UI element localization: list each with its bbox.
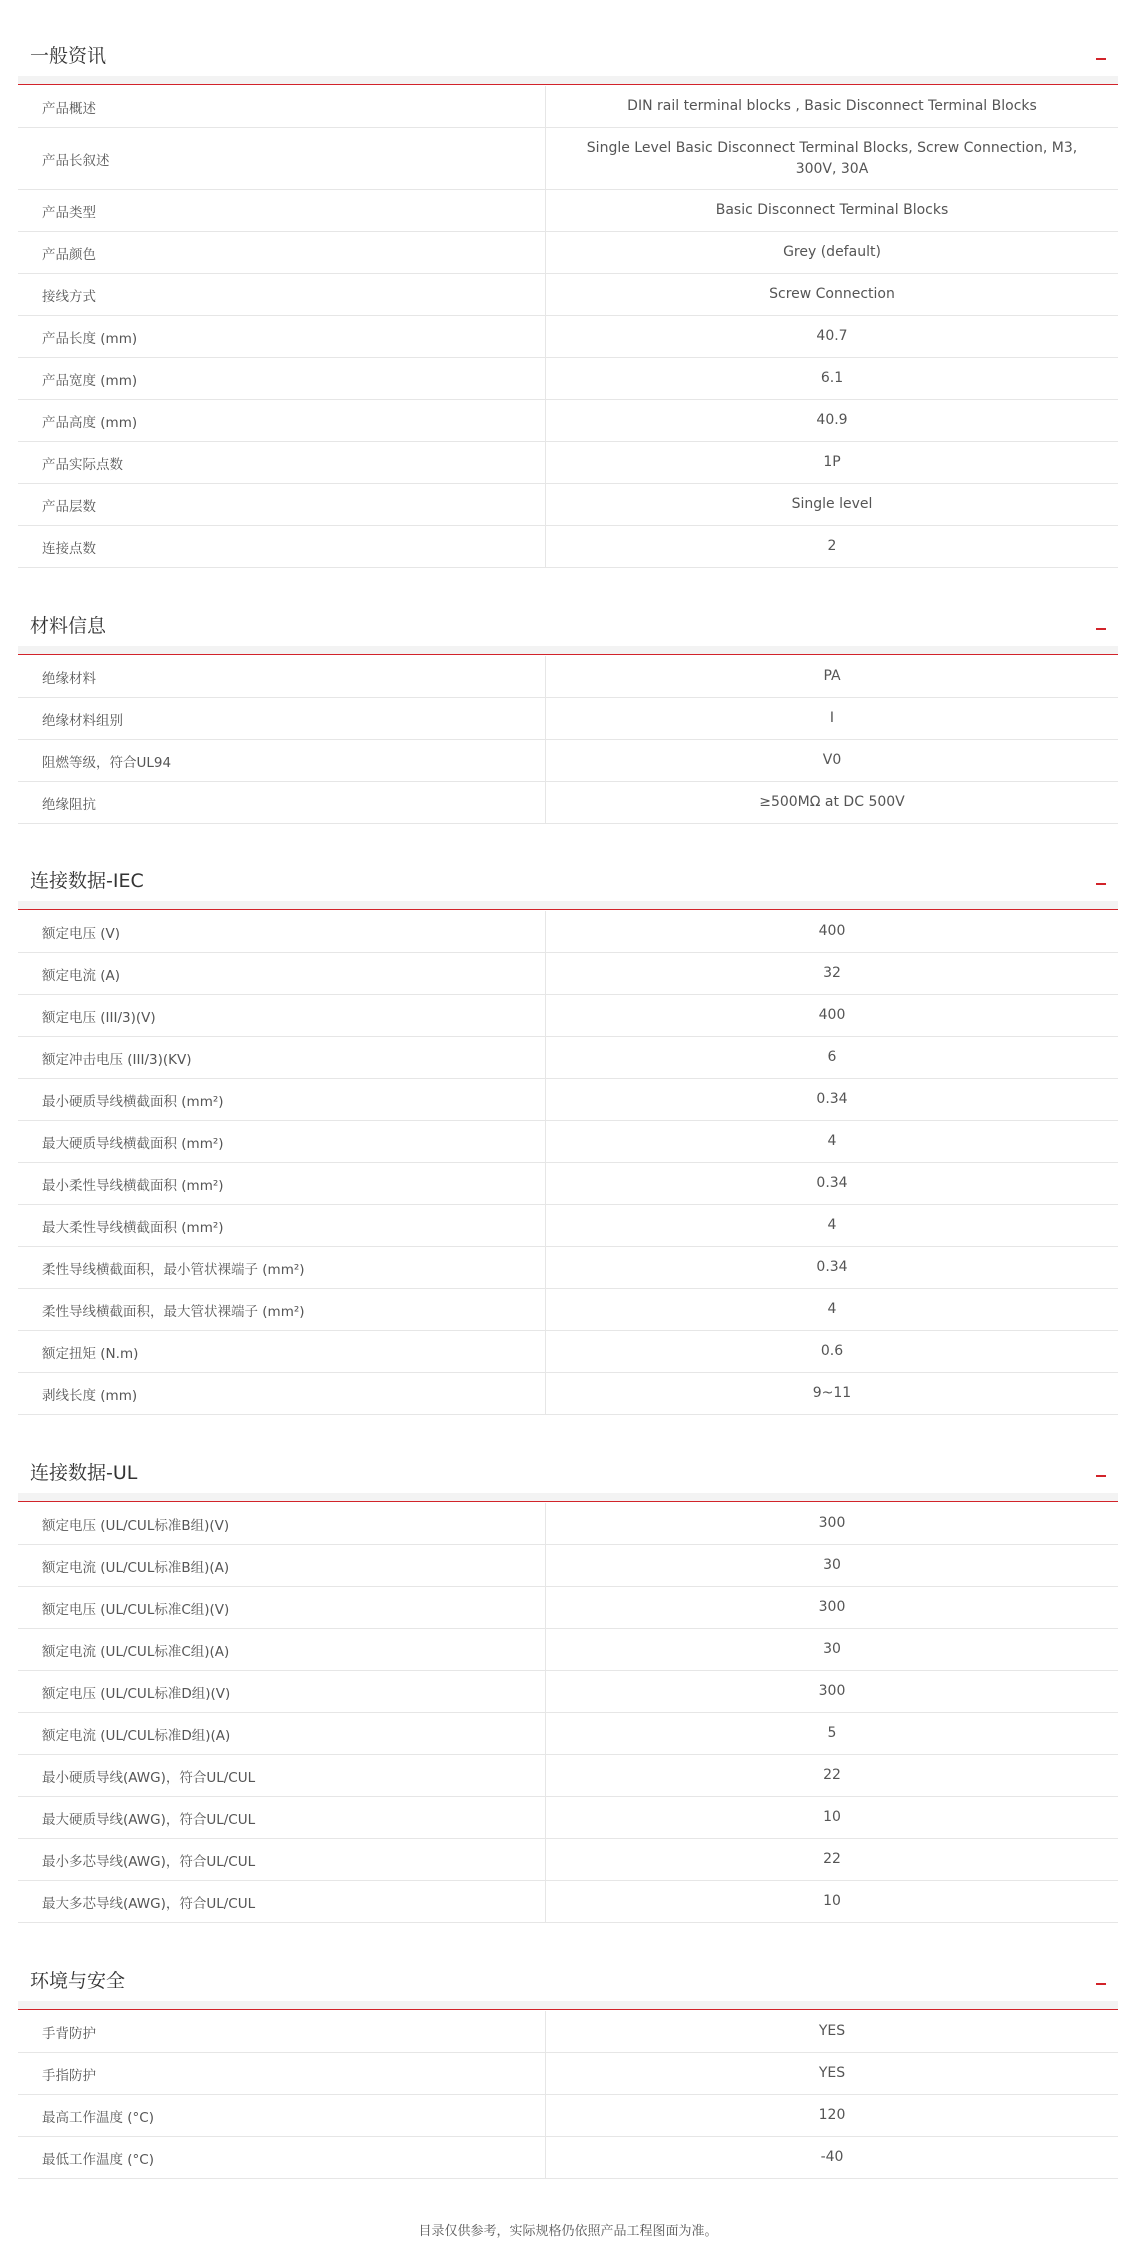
spec-value: Grey (default): [783, 244, 881, 260]
spec-value: 0.34: [816, 1175, 848, 1191]
table-row: [18, 1839, 1118, 1881]
table-row: [18, 1205, 1118, 1247]
section-title: 环境与安全: [30, 1970, 126, 1992]
spec-label: 额定电流 (UL/CUL标准B组)(A): [18, 1545, 546, 1586]
spec-value: Screw Connection: [769, 286, 895, 302]
header-band: [18, 1493, 1118, 1501]
spec-value: 9~11: [812, 1385, 852, 1401]
spec-label: 额定扭矩 (N.m): [18, 1331, 546, 1372]
spec-value: 300: [818, 1599, 846, 1615]
table-row: [18, 698, 1118, 740]
table-row: [18, 190, 1118, 232]
spec-value: 4: [827, 1217, 837, 1233]
spec-label: 额定电流 (UL/CUL标准C组)(A): [18, 1629, 546, 1670]
collapse-icon[interactable]: [1096, 883, 1106, 885]
table-row: [18, 2011, 1118, 2053]
collapse-icon[interactable]: [1096, 1475, 1106, 1477]
section-header[interactable]: [18, 1945, 1118, 2011]
spec-label: 最大硬质导线横截面积 (mm²): [18, 1121, 546, 1162]
spec-table: [18, 2011, 1118, 2179]
spec-value: 22: [823, 1851, 841, 1867]
table-row: [18, 1545, 1118, 1587]
spec-value: Single level: [791, 496, 873, 512]
table-row: [18, 1629, 1118, 1671]
spec-label: 绝缘阻抗: [18, 782, 546, 823]
spec-label: 额定冲击电压 (III/3)(KV): [18, 1037, 546, 1078]
spec-label: 最小硬质导线(AWG)，符合UL/CUL: [18, 1755, 546, 1796]
table-row: [18, 782, 1118, 824]
section-header[interactable]: [18, 1437, 1118, 1503]
spec-label: 最大柔性导线横截面积 (mm²): [18, 1205, 546, 1246]
collapse-icon[interactable]: [1096, 58, 1106, 60]
spec-value: 300: [818, 1515, 846, 1531]
table-row: [18, 442, 1118, 484]
table-row: [18, 995, 1118, 1037]
spec-label: 额定电流 (A): [18, 953, 546, 994]
table-row: [18, 1713, 1118, 1755]
spec-value: 0.6: [820, 1343, 844, 1359]
spec-value: 22: [823, 1767, 841, 1783]
spec-value: 10: [823, 1893, 841, 1909]
table-row: [18, 274, 1118, 316]
table-row: [18, 1755, 1118, 1797]
section-connection-ul: [18, 1437, 1118, 1923]
spec-label: 最低工作温度 (°C): [18, 2137, 546, 2178]
spec-value: 0.34: [816, 1091, 848, 1107]
header-divider: [18, 2009, 1118, 2010]
spec-label: 最小多芯导线(AWG)，符合UL/CUL: [18, 1839, 546, 1880]
table-row: [18, 1503, 1118, 1545]
spec-table: [18, 86, 1118, 568]
section-header[interactable]: [18, 845, 1118, 911]
section-title: 连接数据-IEC: [30, 870, 144, 892]
footnote: 目录仅供参考，实际规格仍依照产品工程图面为准。: [418, 2224, 718, 2239]
table-row: [18, 1331, 1118, 1373]
spec-label: 最高工作温度 (°C): [18, 2095, 546, 2136]
table-row: [18, 656, 1118, 698]
spec-label: 连接点数: [18, 526, 546, 567]
header-band: [18, 901, 1118, 909]
collapse-icon[interactable]: [1096, 1983, 1106, 1985]
spec-value: 40.9: [816, 412, 848, 428]
spec-table: [18, 911, 1118, 1415]
spec-value: Single Level Basic Disconnect Terminal Blocks, Screw Connection, M3, 300V, 30A: [586, 139, 1078, 177]
spec-value: -40: [820, 2149, 844, 2165]
spec-value: 120: [818, 2107, 846, 2123]
spec-label: 额定电压 (UL/CUL标准C组)(V): [18, 1587, 546, 1628]
table-row: [18, 1121, 1118, 1163]
table-row: [18, 740, 1118, 782]
spec-value: 10: [823, 1809, 841, 1825]
spec-value: ≥500MΩ at DC 500V: [759, 794, 905, 810]
spec-value: 30: [823, 1557, 841, 1573]
header-divider: [18, 1501, 1118, 1502]
spec-value: 30: [823, 1641, 841, 1657]
spec-value: 400: [818, 923, 846, 939]
spec-value: 40.7: [816, 328, 848, 344]
table-row: [18, 1587, 1118, 1629]
spec-value: PA: [823, 668, 841, 684]
table-row: [18, 1037, 1118, 1079]
spec-label: 手背防护: [18, 2011, 546, 2052]
table-row: [18, 526, 1118, 568]
table-row: [18, 1079, 1118, 1121]
header-divider: [18, 909, 1118, 910]
spec-value: Basic Disconnect Terminal Blocks: [715, 202, 949, 218]
spec-label: 最大多芯导线(AWG)，符合UL/CUL: [18, 1881, 546, 1922]
table-row: [18, 911, 1118, 953]
section-environment-safety: [18, 1945, 1118, 2179]
spec-value: 400: [818, 1007, 846, 1023]
table-row: [18, 1289, 1118, 1331]
spec-label: 额定电压 (III/3)(V): [18, 995, 546, 1036]
table-row: [18, 400, 1118, 442]
table-row: [18, 1373, 1118, 1415]
spec-label: 最小硬质导线横截面积 (mm²): [18, 1079, 546, 1120]
spec-value: YES: [818, 2065, 846, 2081]
spec-label: 产品类型: [18, 190, 546, 231]
table-row: [18, 1163, 1118, 1205]
section-header[interactable]: [18, 20, 1118, 86]
table-row: [18, 953, 1118, 995]
spec-label: 阻燃等级，符合UL94: [18, 740, 546, 781]
spec-value: DIN rail terminal blocks , Basic Disconnect Terminal Blocks: [627, 98, 1037, 114]
spec-value: 6.1: [820, 370, 844, 386]
spec-label: 接线方式: [18, 274, 546, 315]
section-title: 一般资讯: [30, 45, 107, 67]
header-band: [18, 646, 1118, 654]
spec-label: 手指防护: [18, 2053, 546, 2094]
spec-label: 额定电压 (UL/CUL标准B组)(V): [18, 1503, 546, 1544]
table-row: [18, 316, 1118, 358]
spec-label: 产品概述: [18, 86, 546, 127]
table-row: [18, 128, 1118, 190]
header-band: [18, 2001, 1118, 2009]
header-divider: [18, 654, 1118, 655]
spec-value: 4: [827, 1133, 837, 1149]
spec-label: 产品实际点数: [18, 442, 546, 483]
spec-table: [18, 1503, 1118, 1923]
section-connection-iec: [18, 845, 1118, 1415]
spec-label: 绝缘材料: [18, 656, 546, 697]
spec-label: 产品长度 (mm): [18, 316, 546, 357]
spec-label: 额定电压 (V): [18, 911, 546, 952]
table-row: [18, 86, 1118, 128]
spec-value: 2: [827, 538, 837, 554]
spec-label: 产品颜色: [18, 232, 546, 273]
spec-label: 产品层数: [18, 484, 546, 525]
header-divider: [18, 84, 1118, 85]
spec-label: 柔性导线横截面积，最小管状裸端子 (mm²): [18, 1247, 546, 1288]
spec-value: 32: [823, 965, 841, 981]
section-header[interactable]: [18, 590, 1118, 656]
spec-label: 产品长叙述: [18, 128, 546, 189]
section-title: 材料信息: [30, 615, 107, 637]
spec-value: V0: [822, 752, 842, 768]
spec-label: 绝缘材料组别: [18, 698, 546, 739]
spec-value: 5: [827, 1725, 837, 1741]
spec-value: YES: [818, 2023, 846, 2039]
spec-value: 6: [827, 1049, 837, 1065]
section-material-info: [18, 590, 1118, 824]
spec-value: I: [829, 710, 835, 726]
spec-table: [18, 656, 1118, 824]
table-row: [18, 358, 1118, 400]
spec-label: 剥线长度 (mm): [18, 1373, 546, 1414]
section-title: 连接数据-UL: [30, 1462, 138, 1484]
spec-label: 产品宽度 (mm): [18, 358, 546, 399]
spec-label: 最小柔性导线横截面积 (mm²): [18, 1163, 546, 1204]
header-band: [18, 76, 1118, 84]
table-row: [18, 232, 1118, 274]
spec-label: 额定电压 (UL/CUL标准D组)(V): [18, 1671, 546, 1712]
table-row: [18, 1247, 1118, 1289]
spec-value: 4: [827, 1301, 837, 1317]
section-general-info: [18, 20, 1118, 568]
table-row: [18, 1797, 1118, 1839]
spec-value: 1P: [823, 454, 841, 470]
table-row: [18, 484, 1118, 526]
spec-label: 额定电流 (UL/CUL标准D组)(A): [18, 1713, 546, 1754]
spec-label: 柔性导线横截面积，最大管状裸端子 (mm²): [18, 1289, 546, 1330]
collapse-icon[interactable]: [1096, 628, 1106, 630]
spec-value: 0.34: [816, 1259, 848, 1275]
spec-value: 300: [818, 1683, 846, 1699]
table-row: [18, 1881, 1118, 1923]
spec-label: 产品高度 (mm): [18, 400, 546, 441]
table-row: [18, 1671, 1118, 1713]
table-row: [18, 2053, 1118, 2095]
table-row: [18, 2137, 1118, 2179]
spec-label: 最大硬质导线(AWG)，符合UL/CUL: [18, 1797, 546, 1838]
table-row: [18, 2095, 1118, 2137]
